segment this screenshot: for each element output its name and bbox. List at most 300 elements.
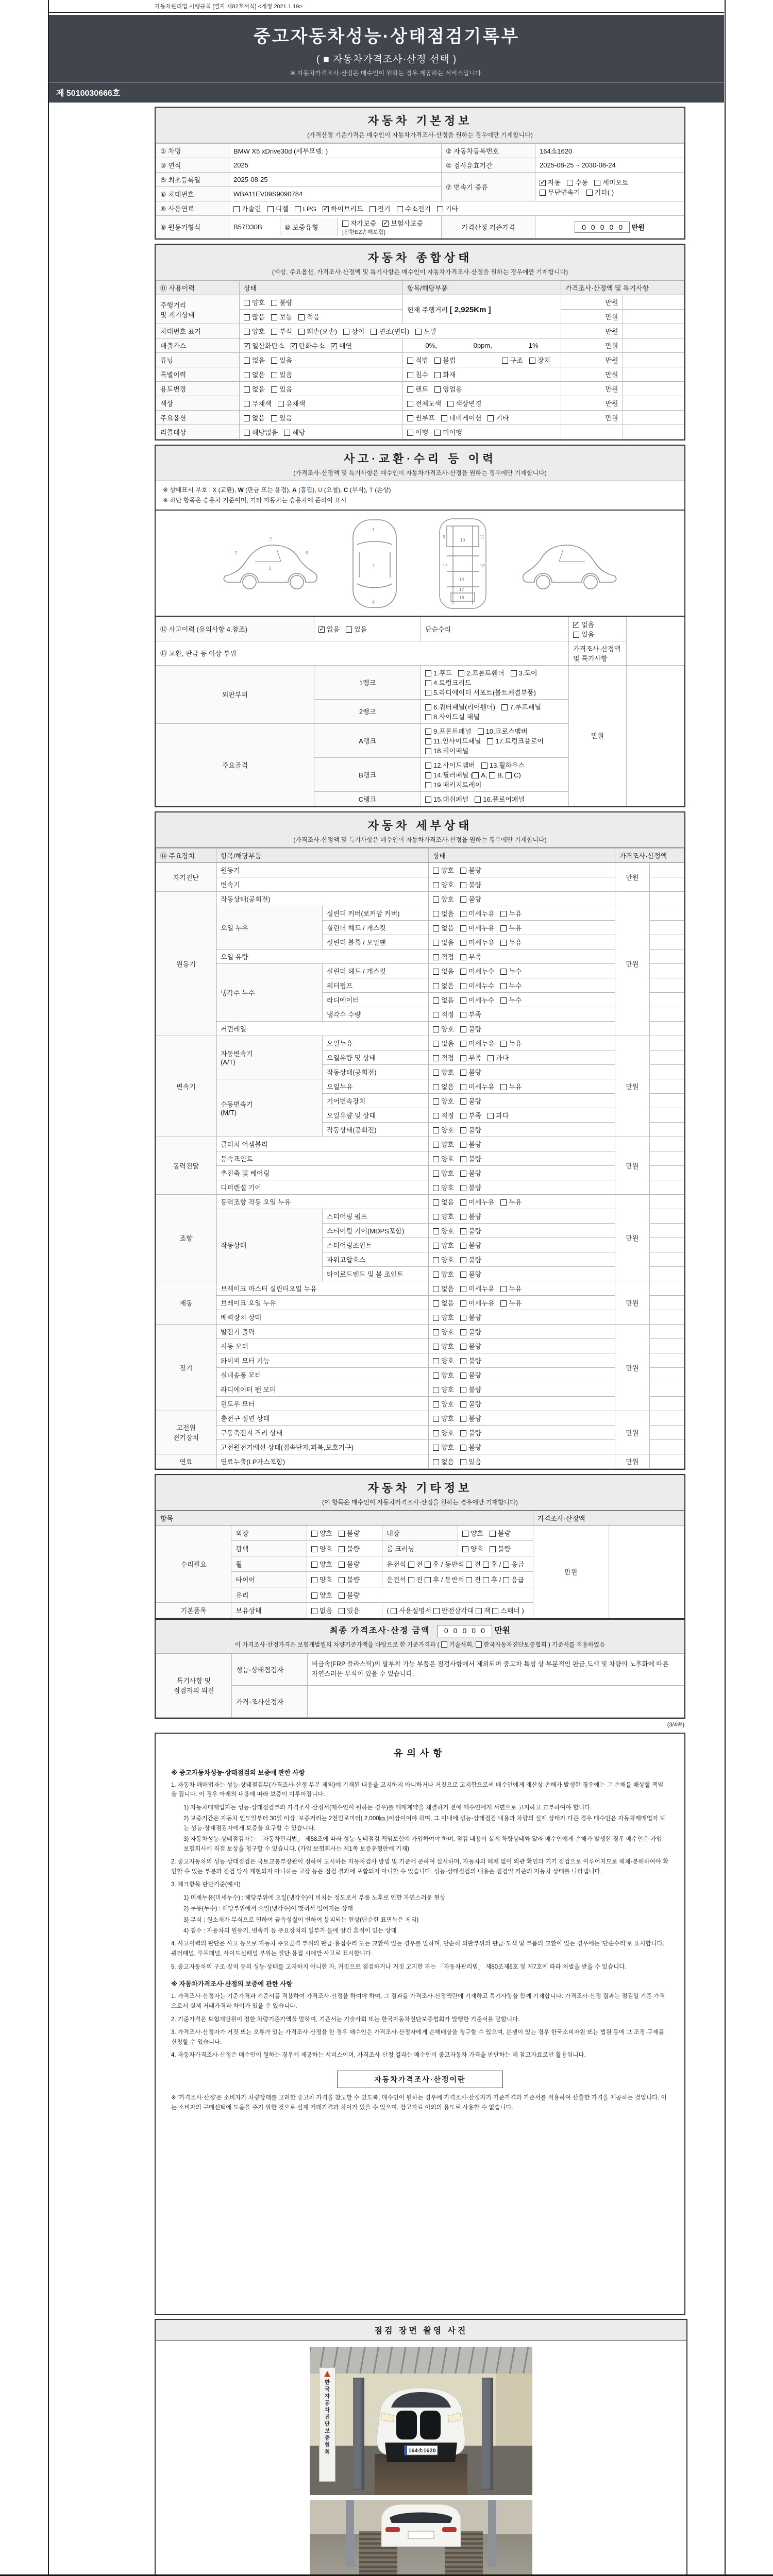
state-cell <box>429 1382 615 1396</box>
checkbox-불량[interactable] <box>460 1430 466 1436</box>
checkbox-무채색[interactable] <box>244 401 250 407</box>
checkbox-없음[interactable] <box>573 622 579 628</box>
checkbox-누수[interactable] <box>500 983 507 989</box>
checkbox[interactable] <box>425 1577 431 1583</box>
option: 불량 <box>460 1211 481 1221</box>
checkbox-누유[interactable] <box>500 925 507 931</box>
checkbox-누유[interactable] <box>500 1041 507 1047</box>
option: 없음 <box>433 966 454 976</box>
checkbox-해당없음[interactable] <box>244 430 250 436</box>
checkbox-누유[interactable] <box>500 940 507 946</box>
checkbox-수동[interactable] <box>567 180 573 186</box>
page-frame-left <box>48 0 49 2576</box>
part-name: 워터펌프 <box>323 978 429 992</box>
checkbox-양호[interactable] <box>433 1185 439 1191</box>
checkbox-없음[interactable] <box>433 940 439 946</box>
checkbox-불량[interactable] <box>460 1070 466 1076</box>
option: 자가보증 <box>342 218 376 228</box>
checkbox-양호[interactable] <box>433 882 439 888</box>
checkbox-미세누수[interactable] <box>460 969 466 975</box>
item-cell <box>403 382 561 396</box>
option: 양호 <box>433 865 454 875</box>
note-cell <box>650 935 684 949</box>
checkbox-11.인사이드패널[interactable] <box>425 738 431 744</box>
checkbox-양호[interactable] <box>433 1070 439 1076</box>
checkbox-무단변속기[interactable] <box>540 190 546 196</box>
state-cell <box>429 906 615 920</box>
checkbox-누수[interactable] <box>500 969 507 975</box>
option: 누유 <box>500 937 522 947</box>
checkbox-2.프론트휀더[interactable] <box>458 670 464 676</box>
option: 미세누유 <box>460 1283 494 1293</box>
checkbox-불량[interactable] <box>460 1156 466 1162</box>
checkbox-7.루프패널[interactable] <box>501 704 508 710</box>
note-cell <box>623 295 684 310</box>
checkbox-13.휠하우스[interactable] <box>481 762 488 769</box>
checkbox-불량[interactable] <box>339 1546 345 1552</box>
option: 양호 <box>433 894 454 904</box>
checkbox[interactable] <box>506 772 512 778</box>
checkbox-탄화수소[interactable] <box>291 343 297 349</box>
price-cell: 만원 <box>615 1036 650 1137</box>
checkbox-있음[interactable] <box>271 386 277 393</box>
price-cell: 만원 <box>615 891 650 1036</box>
checkbox-불량[interactable] <box>339 1577 345 1583</box>
checkbox-썬루프[interactable] <box>407 415 413 421</box>
checkbox-있음[interactable] <box>271 358 277 364</box>
checkbox-양호[interactable] <box>311 1562 317 1568</box>
overall-header <box>155 244 685 280</box>
option: 18.리어패널 <box>425 745 468 755</box>
checkbox-17.트렁크플로어[interactable] <box>487 738 493 744</box>
notice-subitem: 4) 침수 : 자동차의 원동기, 변속기 등 주요장치의 일부가 물에 잠긴 흔적이 있는 상태 <box>183 1928 397 1935</box>
state-cell <box>429 1439 615 1454</box>
device-group: 원동기 <box>156 891 216 1036</box>
note-cell <box>650 1064 684 1079</box>
checkbox-세미오토[interactable] <box>594 180 600 186</box>
checkbox-자가보증[interactable] <box>342 221 348 227</box>
price-cell: 만원 <box>561 382 623 396</box>
checkbox-적정[interactable] <box>433 1113 439 1119</box>
checkbox-양호[interactable] <box>433 1416 439 1422</box>
option: 양호 <box>433 1442 454 1452</box>
checkbox-양호[interactable] <box>244 300 250 306</box>
checkbox[interactable] <box>408 1562 414 1568</box>
checkbox-양호[interactable] <box>433 1171 439 1177</box>
option: 없음 <box>244 413 265 422</box>
checkbox-있음[interactable] <box>346 626 352 633</box>
checkbox-불량[interactable] <box>460 1171 466 1177</box>
note-cell <box>650 1367 684 1382</box>
other-title: 자동차 기타정보 <box>367 1481 473 1495</box>
option: 3.도어 <box>511 668 537 677</box>
checkbox-없음[interactable] <box>244 386 250 393</box>
checkbox-과다[interactable] <box>488 1113 494 1119</box>
checkbox-불량[interactable] <box>460 1228 466 1234</box>
checkbox-불량[interactable] <box>490 1531 496 1537</box>
checkbox-양호[interactable] <box>433 1272 439 1278</box>
svg-text:14: 14 <box>459 576 464 582</box>
checkbox[interactable] <box>483 1562 489 1568</box>
checkbox-불량[interactable] <box>460 1098 466 1105</box>
checkbox-양호[interactable] <box>433 1430 439 1436</box>
checkbox-불량[interactable] <box>339 1592 345 1599</box>
registration-number: 164소1620 <box>535 144 684 158</box>
option: 무단변속기 <box>540 187 580 197</box>
checkbox-없음[interactable] <box>244 372 250 378</box>
option: 4.트렁크리드 <box>425 677 472 687</box>
exchange-label: ⑬ 교환, 판금 등 이상 부위 <box>156 641 569 665</box>
checkbox-1.후드[interactable] <box>425 670 431 676</box>
checkbox-미세누유[interactable] <box>460 1286 466 1292</box>
checkbox-12.사이드멤버[interactable] <box>425 762 431 769</box>
checkbox[interactable] <box>503 1577 509 1583</box>
checkbox-불량[interactable] <box>460 1445 466 1451</box>
final-price-row: 최종 가격조사·산정 금액 0 0 0 0 0 만원 이 가격조사·산정가격은 보험개발원의 차량기준가액을 바탕으로 한 기준가격과 ( 기술사회, 한국자동차진단보증협회 ) 기준서를 적용하였음 <box>156 1620 684 1653</box>
checkbox-5.라디에이터 서포트(볼트체결부품)[interactable] <box>425 690 431 696</box>
option: 전체도색 <box>407 398 441 408</box>
field-label: ④ 검사유효기간 <box>442 158 535 173</box>
checkbox-양호[interactable] <box>433 1127 439 1133</box>
checkbox[interactable] <box>466 1562 472 1568</box>
checkbox[interactable] <box>473 772 479 778</box>
checkbox-불량[interactable] <box>460 1315 466 1321</box>
checkbox-불량[interactable] <box>460 1257 466 1263</box>
checkbox-장치[interactable] <box>529 358 535 364</box>
opinion-label: 특기사항 및 점검자의 의견 <box>156 1653 232 1717</box>
checkbox-불량[interactable] <box>460 882 466 888</box>
checkbox-불량[interactable] <box>460 868 466 874</box>
option: 렌트 <box>407 384 428 394</box>
checkbox-있음[interactable] <box>271 372 277 378</box>
checkbox-불량[interactable] <box>460 1185 466 1191</box>
checkbox-매연[interactable] <box>331 343 337 349</box>
checkbox-불량[interactable] <box>339 1562 345 1568</box>
checkbox-없음[interactable] <box>433 983 439 989</box>
checkbox[interactable] <box>408 1577 414 1583</box>
checkbox-누유[interactable] <box>500 911 507 917</box>
part-name: 커먼레일 <box>216 1021 429 1036</box>
option: LPG <box>295 205 316 213</box>
final-price-block <box>155 1619 685 1719</box>
overall-table: ⑪ 사용이력 상태 항목/해당부품 가격조사·산정액 및 특기사항 주행거리 및 계기상태 양호 불량 현재 주행거리 [ 2,925Km ] 만원 많음 보통 적음 만원 차대번호 표기 양호 부식 훼손(오손) 상이 변조(변타) 도말 만원 배출가스 ✓ 일산화탄소 ✓ 탄화수소 ✓ 매연 0%, 0ppm, 1% 만원 튜닝 없음 있음 적법 불법 구조 장치 만원 특별이력 없음 있음 침수 화재 만원 용도변경 없음 있음 렌트 영업용 만원 색상 무채색 유채색 전체도색 색상변경 만원 주요옵션 없음 있음 썬루프 네비게이션 기타 만원 리콜대상 해당없음 해당 이행 미이행 <box>155 280 685 440</box>
checkbox[interactable] <box>483 1577 489 1583</box>
checkbox-9.프론트패널[interactable] <box>425 728 431 735</box>
checkbox-색상변경[interactable] <box>447 401 453 407</box>
checkbox-많음[interactable] <box>244 314 250 320</box>
checkbox[interactable] <box>425 1562 431 1568</box>
checkbox-불량[interactable] <box>460 1401 466 1408</box>
inspector-opinion: 비금속(FRP 플라스틱)의 탈부착 가능 부품은 점검사항에서 제외되며 중고차 특성 상 부분적인 판금,도색 및 차량의 노후화에 따른 자연스러운 부식이 있을 수 있습니다. <box>308 1653 684 1685</box>
checkbox-없음[interactable] <box>433 1199 439 1206</box>
checkbox-부족[interactable] <box>460 954 466 960</box>
checkbox-렌트[interactable] <box>407 386 413 393</box>
checkbox-양호[interactable] <box>433 1358 439 1364</box>
checkbox-미세누유[interactable] <box>460 925 466 931</box>
row-label: 차대번호 표기 <box>156 324 240 338</box>
checkbox[interactable] <box>476 1608 482 1614</box>
checkbox-영업용[interactable] <box>434 386 441 393</box>
checkbox-해당[interactable] <box>284 430 290 436</box>
checkbox-미세누유[interactable] <box>460 1300 466 1307</box>
checkbox-양호[interactable] <box>433 868 439 874</box>
checkbox-양호[interactable] <box>433 1214 439 1220</box>
checkbox-불량[interactable] <box>271 300 277 306</box>
checkbox-없음[interactable] <box>433 1286 439 1292</box>
option: 적정 <box>433 1053 454 1062</box>
checkbox-있음[interactable] <box>573 632 579 638</box>
checkbox-적법[interactable] <box>407 358 413 364</box>
checkbox-없음[interactable] <box>433 911 439 917</box>
checkbox[interactable] <box>391 1608 397 1614</box>
checkbox-누유[interactable] <box>500 1300 507 1307</box>
state-cell <box>240 295 403 310</box>
checkbox-없음[interactable] <box>244 358 250 364</box>
field-label: ⑧ 사용연료 <box>156 201 229 216</box>
checkbox-LPG[interactable] <box>295 206 301 212</box>
checkbox-불량[interactable] <box>339 1531 345 1537</box>
checkbox-누수[interactable] <box>500 997 507 1004</box>
checkbox-없음[interactable] <box>433 997 439 1004</box>
state-cell <box>429 1180 615 1194</box>
checkbox-일산화탄소[interactable] <box>244 343 250 349</box>
checkbox-불량[interactable] <box>460 1272 466 1278</box>
checkbox[interactable] <box>476 1641 482 1648</box>
checkbox-부족[interactable] <box>460 1113 466 1119</box>
checkbox-양호[interactable] <box>311 1531 317 1537</box>
price-cell: 만원 <box>615 862 650 891</box>
checkbox-기타( )[interactable] <box>586 190 593 196</box>
state-cell <box>240 367 403 382</box>
note-cell <box>623 324 684 338</box>
checkbox-없음[interactable] <box>433 1084 439 1090</box>
item-cell <box>403 367 561 382</box>
checkbox-적음[interactable] <box>298 314 305 320</box>
state-cell <box>429 1310 615 1324</box>
checkbox[interactable] <box>492 1608 498 1614</box>
checkbox-없음[interactable] <box>433 925 439 931</box>
price-cell: 만원 <box>561 411 623 425</box>
checkbox-적정[interactable] <box>433 1012 439 1018</box>
option: 없음 <box>244 355 265 365</box>
state-cell <box>458 1540 533 1556</box>
checkbox-기타[interactable] <box>488 415 494 421</box>
title-band <box>49 15 724 103</box>
notice-title: 유의사항 <box>394 1748 446 1758</box>
checkbox-미세누유[interactable] <box>460 1084 466 1090</box>
checkbox-전체도색[interactable] <box>407 401 413 407</box>
checkbox-부족[interactable] <box>460 1055 466 1061</box>
checkbox-보통[interactable] <box>271 314 277 320</box>
checkbox-양호[interactable] <box>244 329 250 335</box>
part-name: 충전구 절연 상태 <box>216 1411 429 1425</box>
state-cell <box>240 396 403 411</box>
checkbox-양호[interactable] <box>311 1592 317 1599</box>
part-name: 와이퍼 모터 기능 <box>216 1353 429 1367</box>
checkbox-양호[interactable] <box>433 1142 439 1148</box>
checkbox-있음[interactable] <box>339 1608 345 1614</box>
checkbox[interactable] <box>489 772 495 778</box>
checkbox-불법[interactable] <box>434 358 441 364</box>
checkbox-디젤[interactable] <box>267 206 274 212</box>
checkbox-불량[interactable] <box>460 1416 466 1422</box>
checkbox-양호[interactable] <box>433 1098 439 1105</box>
checkbox-불량[interactable] <box>460 1358 466 1364</box>
checkbox-4.트렁크리드[interactable] <box>425 680 431 686</box>
checkbox-적정[interactable] <box>433 1055 439 1061</box>
banner-text: 한국자동차진단보증협회 <box>324 2379 330 2456</box>
row-label: 용도변경 <box>156 382 240 396</box>
checkbox-없음[interactable] <box>318 626 325 633</box>
part-name: 실린더 헤드 / 개스킷 <box>323 920 429 935</box>
option: 양호 <box>433 1168 454 1178</box>
checkbox-누유[interactable] <box>500 1199 507 1206</box>
checkbox-기타[interactable] <box>437 206 443 212</box>
detail-table: ⑭ 주요장치 항목/해당부품 상태 가격조사·산정액 자기진단 원동기 양호 불량 만원 변속기 양호 불량 원동기 작동상태(공회전) 양호 불량 만원 오일 누유 실린더 커버(로커암 커버) 없음 미세누유 누유 실린더 헤드 / 개스킷 없음 미세누유 누유 실린더 블록 / 오일팬 없음 미세누유 누유 오일 유량 적정 부족 냉각수 누수 실린더 헤드 / 개스킷 없음 미세누수 누수 워터펌프 없음 미세누수 누수 라디에이터 없음 미세누수 누수 냉각수 수량 적정 부족 커먼레일 양호 불량 변속기 자동변속기 (A/T) 오일누유 없음 미세누유 누유 만원 오일유량 및 상태 적정 부족 과다 작동상태(공회전) 양호 불량 수동변속기 (M/T) 오일누유 없음 미세누유 누유 기어변속장치 양호 불량 오일유량 및 상태 적정 부족 과다 작동상태(공회전) 양호 불량 동력전달 클러치 어셈블리 양호 불량 만원 등속죠인트 양호 불량 추진축 및 베어링 양호 불량 디퍼렌셜 기어 양호 불량 조향 동력조향 작동 오일 누유 없음 미세누유 누유 만원 작동상태 스티어링 펌프 양호 불량 스티어링 기어(MDPS포함) 양호 불량 스티어링조인트 양호 불량 파워고압호스 양호 불량 타이로드엔드 및 볼 조인트 양호 불량 제동 브레이크 마스터 실린더오일 누유 없음 미세누유 누유 만원 브레이크 오일 누유 없음 미세누유 누유 배력장치 상태 양호 불량 전기 발전기 출력 양호 불량 만원 시동 모터 양호 불량 와이퍼 모터 기능 양호 불량 실내송풍 모터 양호 불량 라디에이터 팬 모터 양호 불량 윈도우 모터 양호 불량 고전원 전기장치 충전구 절연 상태 양호 불량 만원 구동축전지 격리 상태 양호 불량 고전원전기배선 상태(접속단자,피복,보호기구) 양호 불량 연료 연료누출(LP가스포함) 없음 있음 만원 <box>155 848 685 1470</box>
checkbox-양호[interactable] <box>433 1401 439 1408</box>
option: 미세누수 <box>460 980 494 990</box>
checkbox-없음[interactable] <box>433 969 439 975</box>
checkbox-없음[interactable] <box>433 1459 439 1465</box>
checkbox-불량[interactable] <box>460 1026 466 1032</box>
checkbox-유채색[interactable] <box>278 401 284 407</box>
checkbox-16.플로어패널[interactable] <box>475 796 481 803</box>
checkbox-미이행[interactable] <box>434 430 441 436</box>
checkbox-양호[interactable] <box>433 1387 439 1393</box>
checkbox-양호[interactable] <box>433 1445 439 1451</box>
checkbox-양호[interactable] <box>433 1372 439 1379</box>
checkbox-미세누유[interactable] <box>460 911 466 917</box>
checkbox-14.필러패널 (□A, □B, □C)[interactable] <box>425 772 431 778</box>
checkbox-양호[interactable] <box>433 1329 439 1335</box>
checkbox-양호[interactable] <box>311 1577 317 1583</box>
note-cell <box>650 1338 684 1353</box>
checkbox-양호[interactable] <box>433 1026 439 1032</box>
checkbox[interactable] <box>441 1641 447 1648</box>
rank-label: C랭크 <box>314 791 421 806</box>
checkbox-가솔린[interactable] <box>233 206 240 212</box>
checkbox-부식[interactable] <box>271 329 277 335</box>
checkbox-보험사보증[interactable] <box>382 221 389 227</box>
checkbox-화재[interactable] <box>434 372 441 378</box>
checkbox-상이[interactable] <box>343 329 349 335</box>
checkbox-불량[interactable] <box>460 1329 466 1335</box>
note-cell <box>650 949 684 963</box>
checkbox-부족[interactable] <box>460 1012 466 1018</box>
checkbox-6.쿼터패널(리어휀더)[interactable] <box>425 704 431 710</box>
checkbox-불량[interactable] <box>460 1387 466 1393</box>
state-cell <box>429 1108 615 1122</box>
checkbox-자동[interactable] <box>540 180 546 186</box>
checkbox-불량[interactable] <box>460 1344 466 1350</box>
part-name: 시동 모터 <box>216 1338 429 1353</box>
option: 있음 <box>460 1456 481 1466</box>
page-frame-right <box>725 0 726 2576</box>
option: 불량 <box>339 1528 360 1538</box>
model-year: 2025 <box>229 158 442 173</box>
checkbox-네비게이션[interactable] <box>441 415 447 421</box>
checkbox[interactable] <box>466 1577 472 1583</box>
checkbox-불량[interactable] <box>460 896 466 903</box>
checkbox-없음[interactable] <box>244 415 250 421</box>
checkbox-전기[interactable] <box>369 206 376 212</box>
checkbox-양호[interactable] <box>462 1531 468 1537</box>
checkbox-18.리어패널[interactable] <box>425 748 431 754</box>
checkbox-19.패키지트레이[interactable] <box>425 782 431 788</box>
checkbox-양호[interactable] <box>462 1546 468 1552</box>
checkbox-불량[interactable] <box>460 1214 466 1220</box>
checkbox-15.대쉬패널[interactable] <box>425 796 431 803</box>
checkbox-누유[interactable] <box>500 1084 507 1090</box>
checkbox-양호[interactable] <box>433 1243 439 1249</box>
checkbox-불량[interactable] <box>490 1546 496 1552</box>
checkbox-하이브리드[interactable] <box>323 206 329 212</box>
checkbox-없음[interactable] <box>433 1041 439 1047</box>
checkbox-미세누유[interactable] <box>460 940 466 946</box>
part-name: 변속기 <box>216 877 429 891</box>
checkbox-양호[interactable] <box>433 1315 439 1321</box>
checkbox-양호[interactable] <box>433 896 439 903</box>
state-cell <box>307 1587 533 1602</box>
checkbox-변조(변타)[interactable] <box>371 329 377 335</box>
checkbox-있음[interactable] <box>460 1459 466 1465</box>
checkbox-수소전기[interactable] <box>397 206 403 212</box>
checkbox-양호[interactable] <box>433 1228 439 1234</box>
option: 양호 <box>433 1240 454 1250</box>
checkbox-없음[interactable] <box>433 1300 439 1307</box>
checkbox-양호[interactable] <box>433 1257 439 1263</box>
checkbox-미세누유[interactable] <box>460 1199 466 1206</box>
checkbox[interactable] <box>503 1562 509 1568</box>
checkbox-있음[interactable] <box>271 415 277 421</box>
option: 누유 <box>500 1197 522 1207</box>
row-label: 색상 <box>156 396 240 411</box>
option: 불량 <box>460 1096 481 1106</box>
checkbox-양호[interactable] <box>433 1156 439 1162</box>
option: 불량 <box>460 1067 481 1077</box>
checkbox-침수[interactable] <box>407 372 413 378</box>
checkbox-적정[interactable] <box>433 954 439 960</box>
checkbox-불량[interactable] <box>460 1372 466 1379</box>
checkbox-과다[interactable] <box>488 1055 494 1061</box>
checkbox-미세누수[interactable] <box>460 997 466 1004</box>
checkbox-10.크로스멤버[interactable] <box>478 728 484 735</box>
checkbox-구조[interactable] <box>502 358 508 364</box>
checkbox-양호[interactable] <box>311 1546 317 1552</box>
section-accident-history <box>155 445 685 807</box>
checkbox-도말[interactable] <box>415 329 422 335</box>
checkbox-불량[interactable] <box>460 1127 466 1133</box>
checkbox-이행[interactable] <box>407 430 413 436</box>
checkbox-양호[interactable] <box>433 1344 439 1350</box>
checkbox-없음[interactable] <box>311 1608 317 1614</box>
checkbox-훼손(오손)[interactable] <box>298 329 305 335</box>
sub-group: 냉각수 누수 <box>216 963 323 1021</box>
checkbox-불량[interactable] <box>460 1142 466 1148</box>
price-header: 가격조사·산정액 및 특기사항 <box>569 641 627 665</box>
field-label: ⑨ 원동기형식 <box>156 216 229 239</box>
option: 2.프론트휀더 <box>458 668 505 677</box>
checkbox-미세누유[interactable] <box>460 1041 466 1047</box>
checkbox[interactable] <box>433 1608 440 1614</box>
checkbox-누유[interactable] <box>500 1286 507 1292</box>
checkbox-3.도어[interactable] <box>511 670 517 676</box>
checkbox-미세누수[interactable] <box>460 983 466 989</box>
option: 불량 <box>460 1269 481 1279</box>
state-cell <box>429 1209 615 1223</box>
checkbox-불량[interactable] <box>460 1243 466 1249</box>
checkbox-8.사이드실 패널[interactable] <box>425 714 431 720</box>
